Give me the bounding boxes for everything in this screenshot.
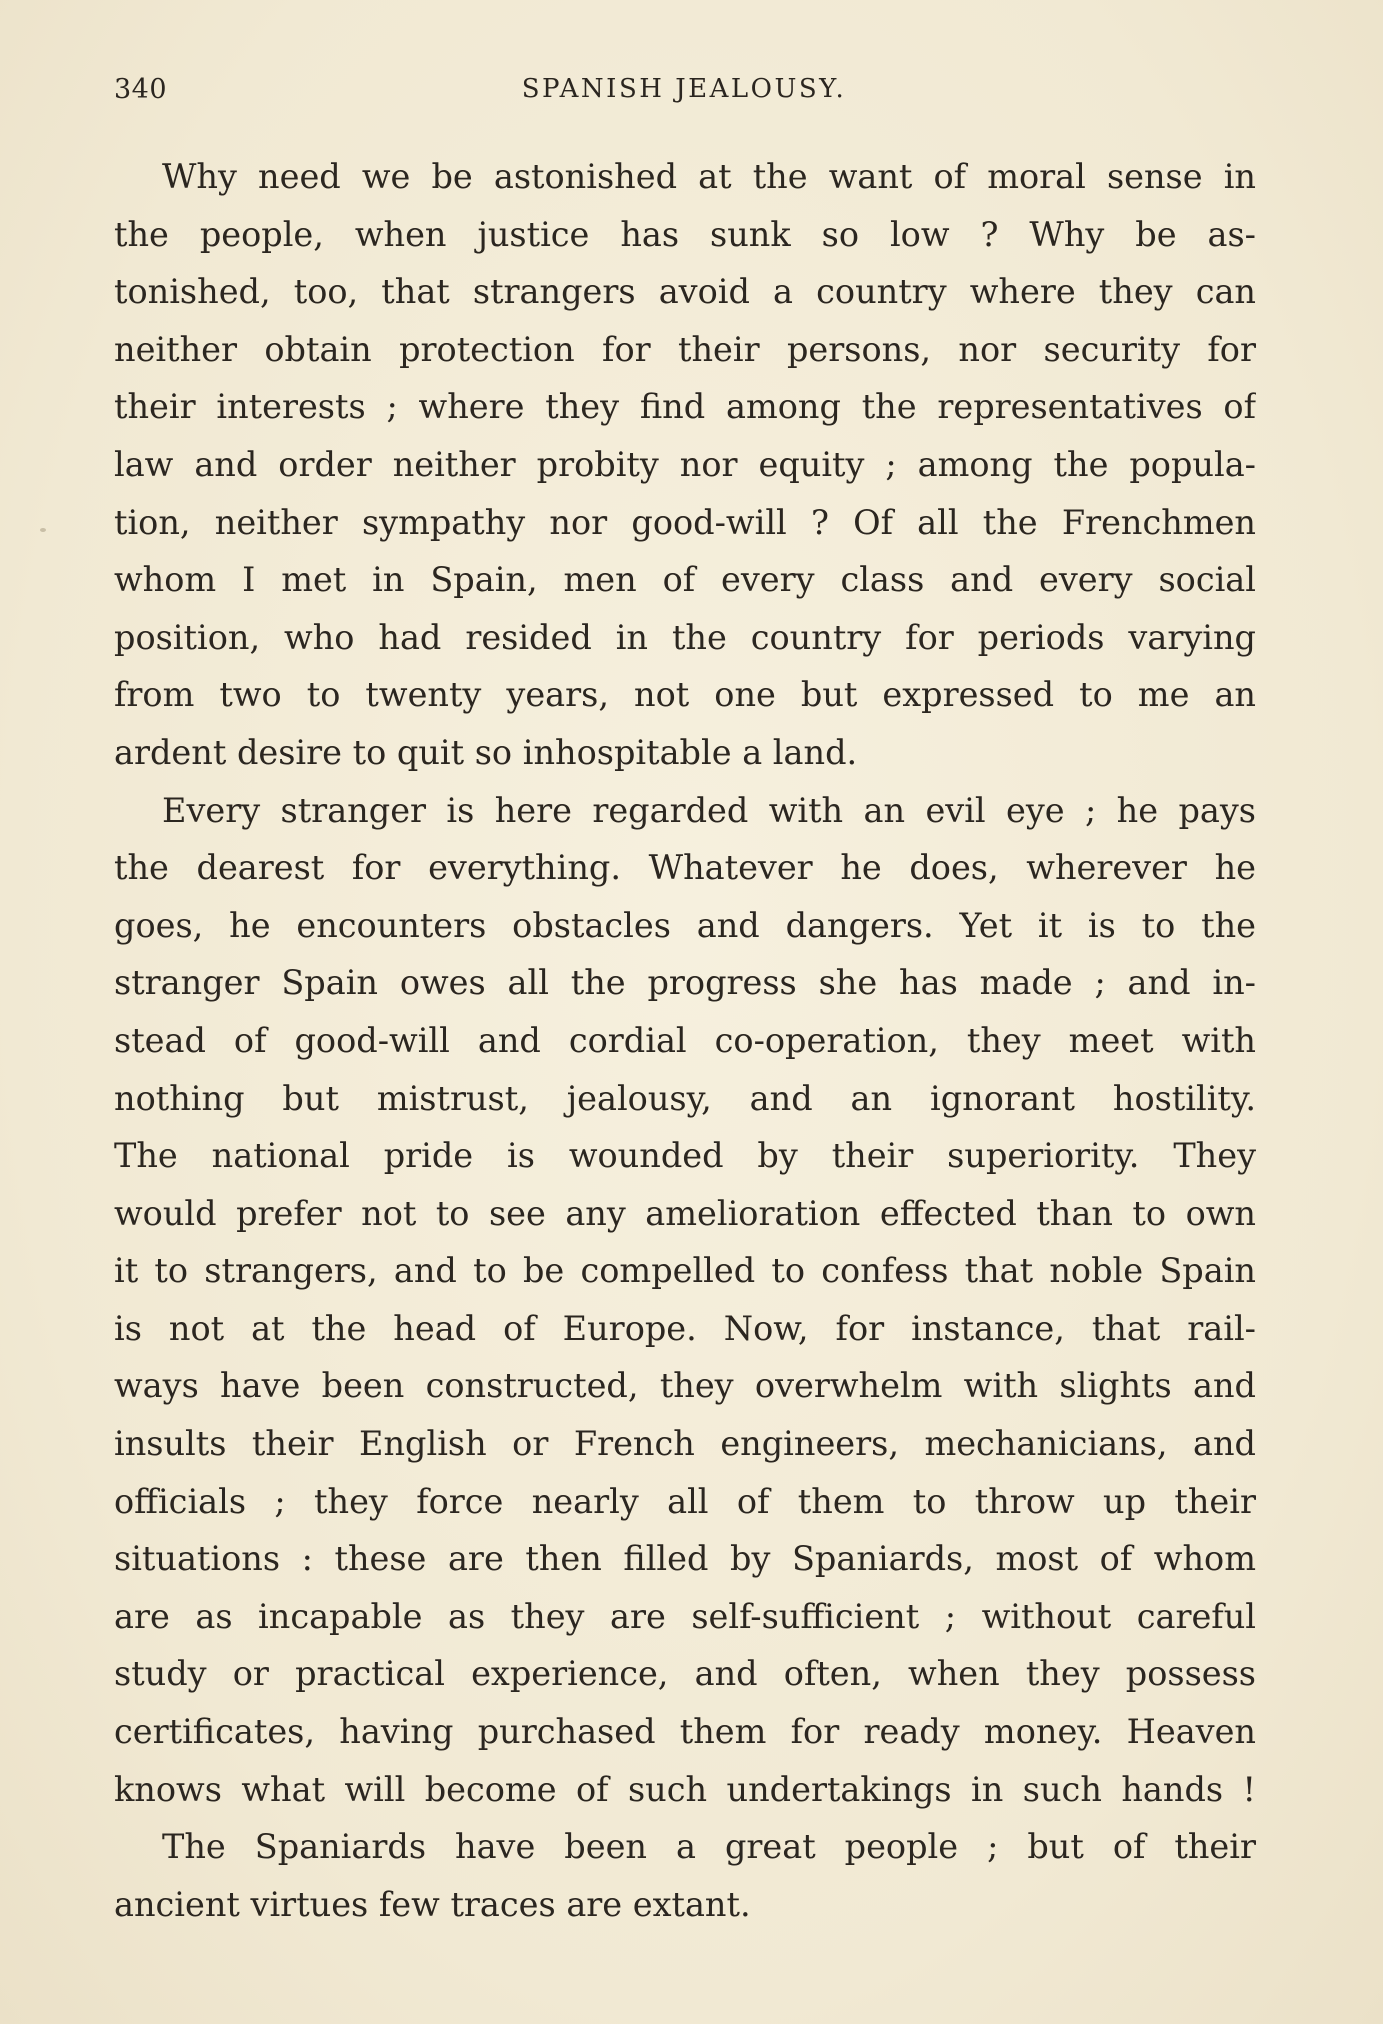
text-line: it to strangers, and to be compelled to confess that noble Spain bbox=[114, 1251, 1256, 1291]
text-line: is not at the head of Europe. Now, for instance, that rail- bbox=[114, 1308, 1256, 1348]
text-line: goes, he encounters obstacles and dangers. Yet it is to the bbox=[114, 905, 1256, 945]
text-line: tion, neither sympathy nor good-will ? Of all the Frenchmen bbox=[114, 502, 1256, 542]
text-line: ancient virtues few traces are extant. bbox=[114, 1884, 751, 1924]
running-title: SPANISH JEALOUSY. bbox=[521, 74, 847, 104]
text-line: from two to twenty years, not one but expressed to me an bbox=[114, 675, 1256, 715]
text-line: nothing but mistrust, jealousy, and an ignorant hostility. bbox=[114, 1078, 1256, 1118]
text-line: tonished, too, that strangers avoid a country where they can bbox=[114, 272, 1256, 312]
text-line: position, who had resided in the country for periods varying bbox=[114, 617, 1256, 657]
text-line: are as incapable as they are self-sufficient ; without careful bbox=[114, 1596, 1256, 1636]
page-header bbox=[114, 74, 1254, 114]
text-line: would prefer not to see any amelioration effected than to own bbox=[114, 1193, 1256, 1233]
text-line: Why need we be astonished at the want of moral sense in bbox=[162, 157, 1256, 196]
text-line: the people, when justice has sunk so low ? Why be as- bbox=[114, 214, 1256, 254]
text-line: law and order neither probity nor equity ; among the popula- bbox=[114, 444, 1256, 484]
text-line: whom I met in Spain, men of every class and every social bbox=[114, 560, 1256, 600]
text-line: knows what will become of such undertakings in such hands ! bbox=[114, 1769, 1256, 1809]
text-line: Every stranger is here regarded with an evil eye ; he pays bbox=[162, 790, 1256, 830]
text-line: certificates, having purchased them for ready money. Heaven bbox=[114, 1712, 1256, 1752]
text-line: stead of good-will and cordial co-operation, they meet with bbox=[114, 1020, 1256, 1060]
text-line: their interests ; where they find among the representatives of bbox=[114, 387, 1256, 427]
text-line: study or practical experience, and often, when they possess bbox=[114, 1654, 1256, 1694]
text-line: ardent desire to quit so inhospitable a land. bbox=[114, 732, 858, 772]
text-line: The Spaniards have been a great people ; but of their bbox=[162, 1827, 1256, 1867]
text-line: insults their English or French engineers, mechanicians, and bbox=[114, 1424, 1256, 1464]
paper-speck bbox=[40, 528, 46, 532]
body-text bbox=[114, 148, 1256, 1933]
text-line: officials ; they force nearly all of them to throw up their bbox=[114, 1481, 1256, 1521]
text-line: stranger Spain owes all the progress she has made ; and in- bbox=[114, 963, 1256, 1003]
text-line: the dearest for everything. Whatever he does, wherever he bbox=[114, 848, 1256, 888]
text-line: ways have been constructed, they overwhelm with slights and bbox=[114, 1366, 1256, 1406]
text-line: The national pride is wounded by their superiority. They bbox=[114, 1136, 1256, 1176]
text-line: situations : these are then filled by Spaniards, most of whom bbox=[114, 1539, 1256, 1579]
page-number: 340 bbox=[114, 74, 168, 105]
text-line: neither obtain protection for their persons, nor security for bbox=[114, 329, 1256, 369]
